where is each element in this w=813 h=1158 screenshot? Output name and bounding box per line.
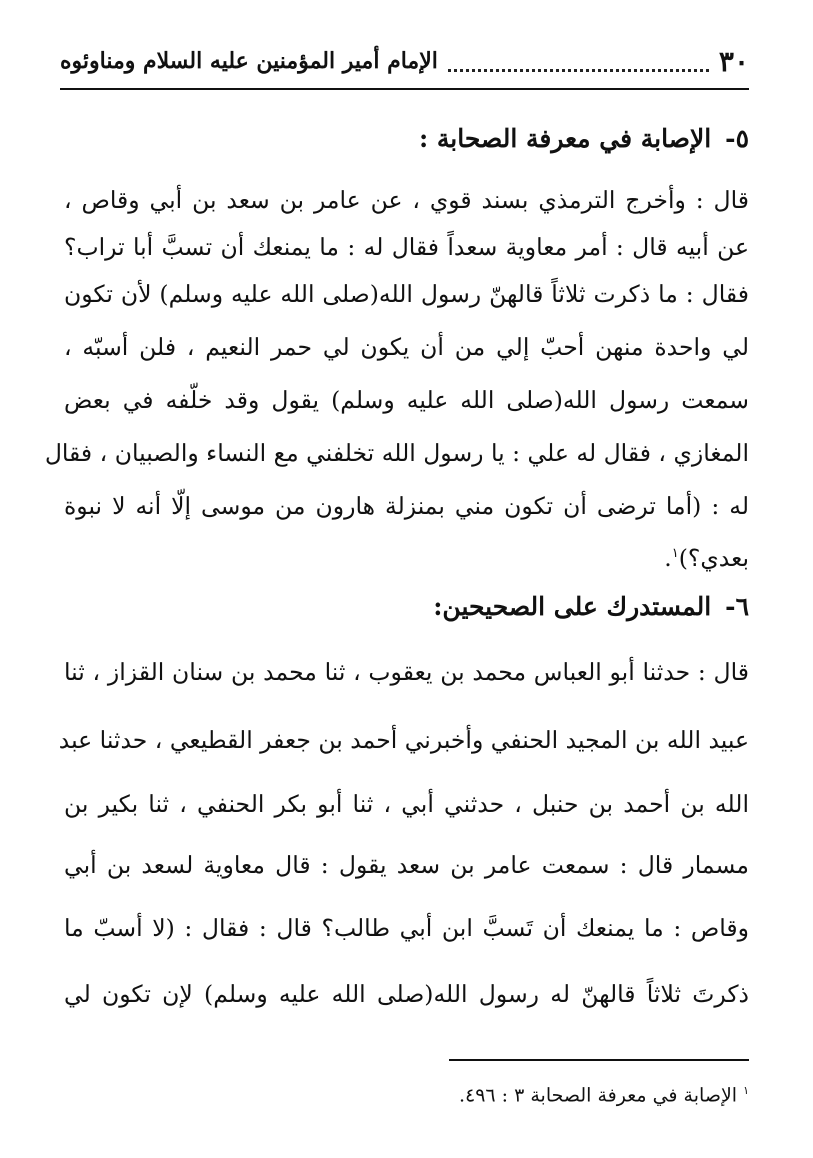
running-header	[60, 36, 749, 86]
section-5-line-2: عن أبيه قال : أمر معاوية سعداً فقال له : ما يمنعك أن تسبَّ أبا تراب؟	[64, 233, 749, 261]
header-dot-leader	[448, 51, 709, 72]
section-5-number: ٥-	[725, 124, 749, 153]
footnote-marker: ١	[743, 1084, 749, 1097]
section-5-line-8-text: بعدي؟)	[678, 543, 749, 572]
section-6-line-3: الله بن أحمد بن حنبل ، حدثني أبي ، ثنا أبو بكر الحنفي ، ثنا بكير بن	[64, 790, 749, 818]
section-6-heading	[433, 592, 749, 621]
section-5-end-mark: .	[664, 543, 672, 572]
section-5-heading	[419, 124, 749, 153]
section-6-title: المستدرك على الصحيحين:	[433, 592, 712, 621]
section-6-line-1: قال : حدثنا أبو العباس محمد بن يعقوب ، ثنا محمد بن سنان القزاز ، ثنا	[64, 658, 749, 686]
footnote-rule	[449, 1059, 749, 1061]
footnote-reference: ١	[671, 546, 679, 561]
section-5-line-8	[64, 537, 749, 575]
section-5-line-5: سمعت رسول الله(صلى الله عليه وسلم) يقول وقد خلّفه في بعض	[64, 386, 749, 414]
section-5-title: الإصابة في معرفة الصحابة :	[418, 124, 712, 153]
section-6-number: ٦-	[725, 592, 749, 621]
header-rule	[60, 88, 749, 90]
section-5-line-6: المغازي ، فقال له علي : يا رسول الله تخلفني مع النساء والصبيان ، فقال	[44, 439, 749, 467]
page-number: ٣٠	[718, 44, 749, 78]
running-title: الإمام أمير المؤمنين عليه السلام ومناوئوه	[60, 48, 438, 74]
section-6-line-4: مسمار قال : سمعت عامر بن سعد يقول : قال معاوية لسعد بن أبي	[64, 851, 749, 879]
section-6-line-5: وقاص : ما يمنعك أن تَسبَّ ابن أبي طالب؟ قال : فقال : (لا أسبّ ما	[64, 914, 749, 942]
section-5-line-4: لي واحدة منهن أحبّ إلي من أن يكون لي حمر النعيم ، فلن أسبّه ،	[64, 333, 749, 361]
section-5-line-3: فقال : ما ذكرت ثلاثاً قالهنّ رسول الله(صلى الله عليه وسلم) لأن تكون	[64, 280, 749, 308]
section-6-line-6: ذكرتَ ثلاثاً قالهنّ له رسول الله(صلى الله عليه وسلم) لإن تكون لي	[64, 980, 749, 1008]
section-5-line-7: له : (أما ترضى أن تكون مني بمنزلة هارون من موسى إلّا أنه لا نبوة	[64, 492, 749, 520]
footnote	[459, 1084, 749, 1106]
section-5-line-1: قال : وأخرج الترمذي بسند قوي ، عن عامر بن سعد بن أبي وقاص ،	[64, 186, 749, 214]
footnote-text: الإصابة في معرفة الصحابة ٣ : ٤٩٦.	[458, 1084, 738, 1107]
section-6-line-2: عبيد الله بن المجيد الحنفي وأخبرني أحمد بن جعفر القطيعي ، حدثنا عبد	[58, 726, 749, 754]
